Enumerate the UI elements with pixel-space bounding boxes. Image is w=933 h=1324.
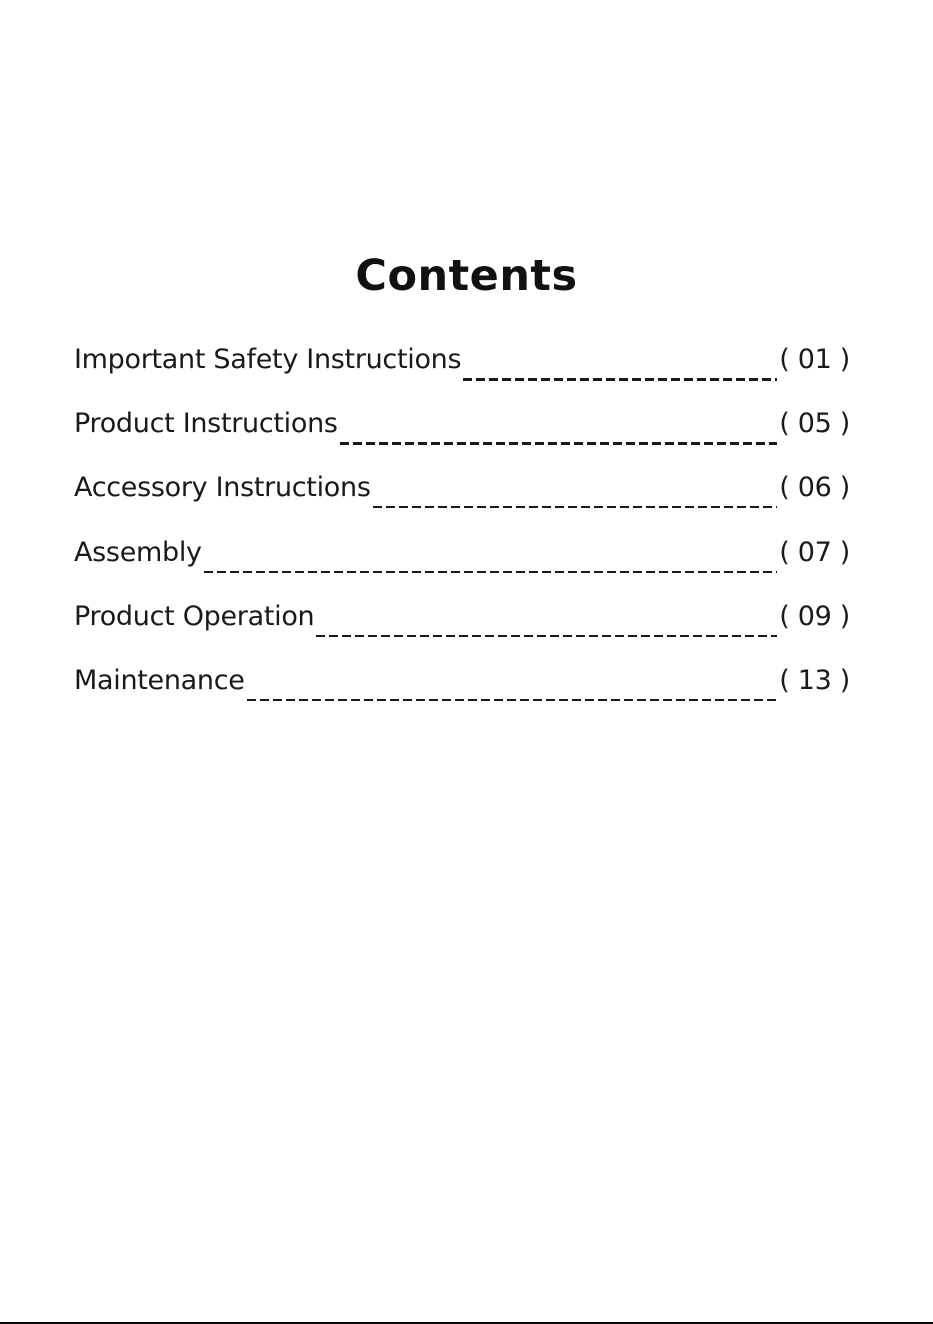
toc-entry-page-number: ( 05 ) bbox=[779, 408, 850, 440]
toc-entry-product-instructions bbox=[74, 408, 850, 472]
toc-entry-product-operation bbox=[74, 601, 850, 665]
toc-entry-label: Product Instructions bbox=[74, 408, 338, 440]
toc-entry-label: Maintenance bbox=[74, 664, 245, 696]
toc-entry-label: Product Operation bbox=[74, 600, 315, 632]
toc-entry-page-number: ( 13 ) bbox=[779, 664, 850, 696]
dotted-leader bbox=[316, 635, 777, 637]
dotted-leader bbox=[204, 571, 777, 573]
toc-entry-label: Assembly bbox=[74, 536, 202, 568]
toc-entry-page-number: ( 01 ) bbox=[779, 344, 850, 375]
toc-entry-label: Important Safety Instructions bbox=[74, 344, 462, 375]
toc-entry-assembly bbox=[74, 537, 850, 601]
table-of-contents bbox=[74, 344, 850, 729]
dotted-leader bbox=[340, 442, 778, 445]
toc-entry-label: Accessory Instructions bbox=[74, 472, 371, 504]
dotted-leader bbox=[463, 378, 777, 381]
toc-entry-page-number: ( 07 ) bbox=[779, 536, 850, 568]
toc-entry-page-number: ( 06 ) bbox=[779, 472, 850, 504]
toc-entry-safety bbox=[74, 344, 850, 408]
toc-entry-page-number: ( 09 ) bbox=[779, 600, 850, 632]
dotted-leader bbox=[247, 699, 778, 701]
toc-entry-maintenance bbox=[74, 665, 850, 729]
dotted-leader bbox=[373, 506, 778, 508]
toc-entry-accessory-instructions bbox=[74, 472, 850, 536]
page-title: Contents bbox=[355, 251, 578, 301]
